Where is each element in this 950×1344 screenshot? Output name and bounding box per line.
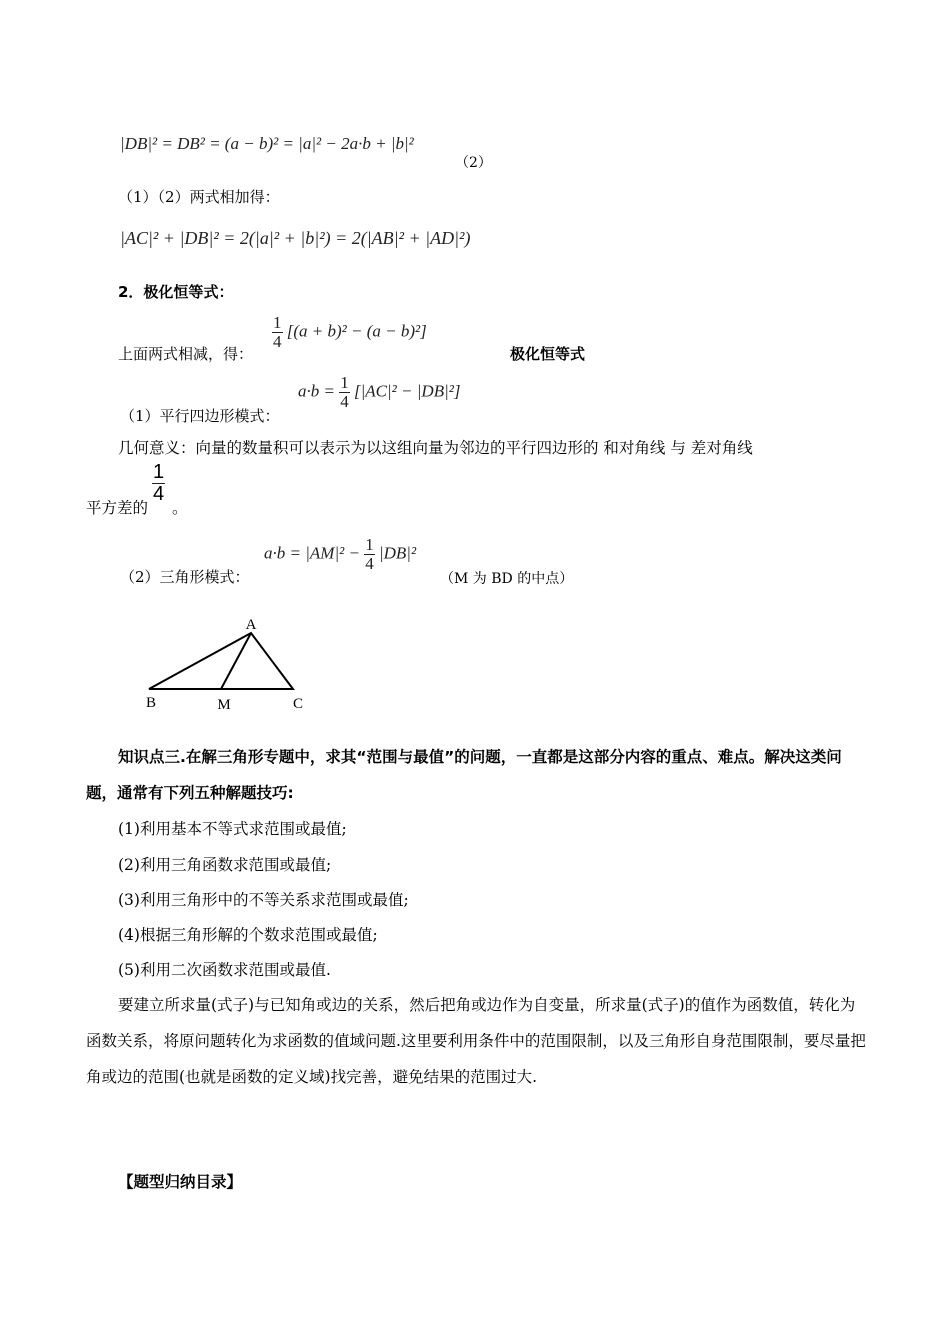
triangle-mode-label: （2）三角形模式： (120, 568, 250, 586)
equation-tag-2: （2） (455, 155, 492, 171)
vertex-a-label: A (245, 617, 257, 633)
parallelogram-mode-label: （1）平行四边形模式： (120, 407, 280, 425)
sum-text: （1）（2）两式相加得： (118, 188, 280, 206)
parallelogram-fraction-den: 4 (340, 391, 349, 411)
triangle-diagram (130, 612, 330, 714)
vertex-c-label: C (292, 696, 304, 712)
equation-sum: |AC|² + |DB|² = 2(|a|² + |b|²) = 2(|AB|² + |AD|²) (120, 228, 471, 248)
quarter-fraction-num: 1 (153, 461, 165, 483)
subtract-fraction-den: 4 (273, 331, 282, 351)
technique-item: (4)根据三角形解的个数求范围或最值; (118, 926, 378, 944)
geometric-meaning-tail-left: 平方差的 (86, 499, 149, 517)
quarter-fraction (152, 462, 165, 505)
section-2-title: 2．极化恒等式： (118, 283, 234, 301)
vertex-b-label: B (145, 695, 157, 711)
triangle-note: （M 为 BD 的中点） (440, 571, 574, 587)
triangle-fraction-num: 1 (365, 535, 374, 554)
quarter-fraction-inner (152, 462, 165, 505)
equation-db-squared: |DB|² = DB² = (a − b)² = |a|² − 2a·b + |b|² (120, 134, 414, 153)
subtract-text: 上面两式相减，得： (118, 345, 254, 363)
technique-item: (3)利用三角形中的不等关系求范围或最值; (118, 891, 409, 909)
knowledge-point-3: 知识点三.在解三角形专题中，求其“范围与最值”的问题，一直都是这部分内容的重点、难点。解决这类问题，通常有下列五种解题技巧: (86, 748, 842, 802)
subtract-bracket-expr: [(a + b)² − (a − b)²] (286, 321, 427, 341)
triangle-equation (264, 536, 416, 573)
polar-identity-label: 极化恒等式 (510, 345, 586, 363)
triangle-fraction (364, 536, 375, 573)
geometric-meaning-tail-right: 。 (172, 499, 188, 517)
catalog-title: 【题型归纳目录】 (118, 1173, 243, 1191)
parallelogram-equation (298, 374, 460, 411)
triangle-eq-left: a·b = |AM|² − (264, 543, 360, 563)
technique-item: (5)利用二次函数求范围或最值. (118, 961, 331, 979)
technique-item: (2)利用三角函数求范围或最值; (118, 856, 332, 874)
quarter-fraction-den: 4 (153, 483, 165, 505)
summary-paragraph: 要建立所求量(式子)与已知角或边的关系，然后把角或边作为自变量，所求量(式子)的值作为函数值，转化为函数关系，将原问题转化为求函数的值域问题.这里要利用条件中的范围限制，以及三角形自身范围限制，要尽量把角或边的范围(也就是函数的定义域)找完善，避免结果的范围过大. (86, 996, 866, 1086)
parallelogram-eq-left: a·b = (298, 381, 335, 401)
geometric-meaning: 几何意义：向量的数量积可以表示为以这组向量为邻边的平行四边形的 和对角线 与 差对角线 (118, 439, 753, 457)
subtract-fraction-num: 1 (273, 313, 282, 332)
triangle-abc (149, 633, 293, 689)
parallelogram-fraction (339, 374, 350, 411)
parallelogram-eq-right: [|AC|² − |DB|²] (353, 381, 461, 401)
parallelogram-fraction-num: 1 (340, 373, 349, 392)
point-m-label: M (217, 697, 231, 713)
triangle-fraction-den: 4 (365, 553, 374, 573)
subtract-expression (272, 314, 427, 351)
triangle-eq-right: |DB|² (378, 543, 417, 563)
subtract-fraction (272, 314, 283, 351)
technique-item: (1)利用基本不等式求范围或最值; (118, 820, 347, 838)
